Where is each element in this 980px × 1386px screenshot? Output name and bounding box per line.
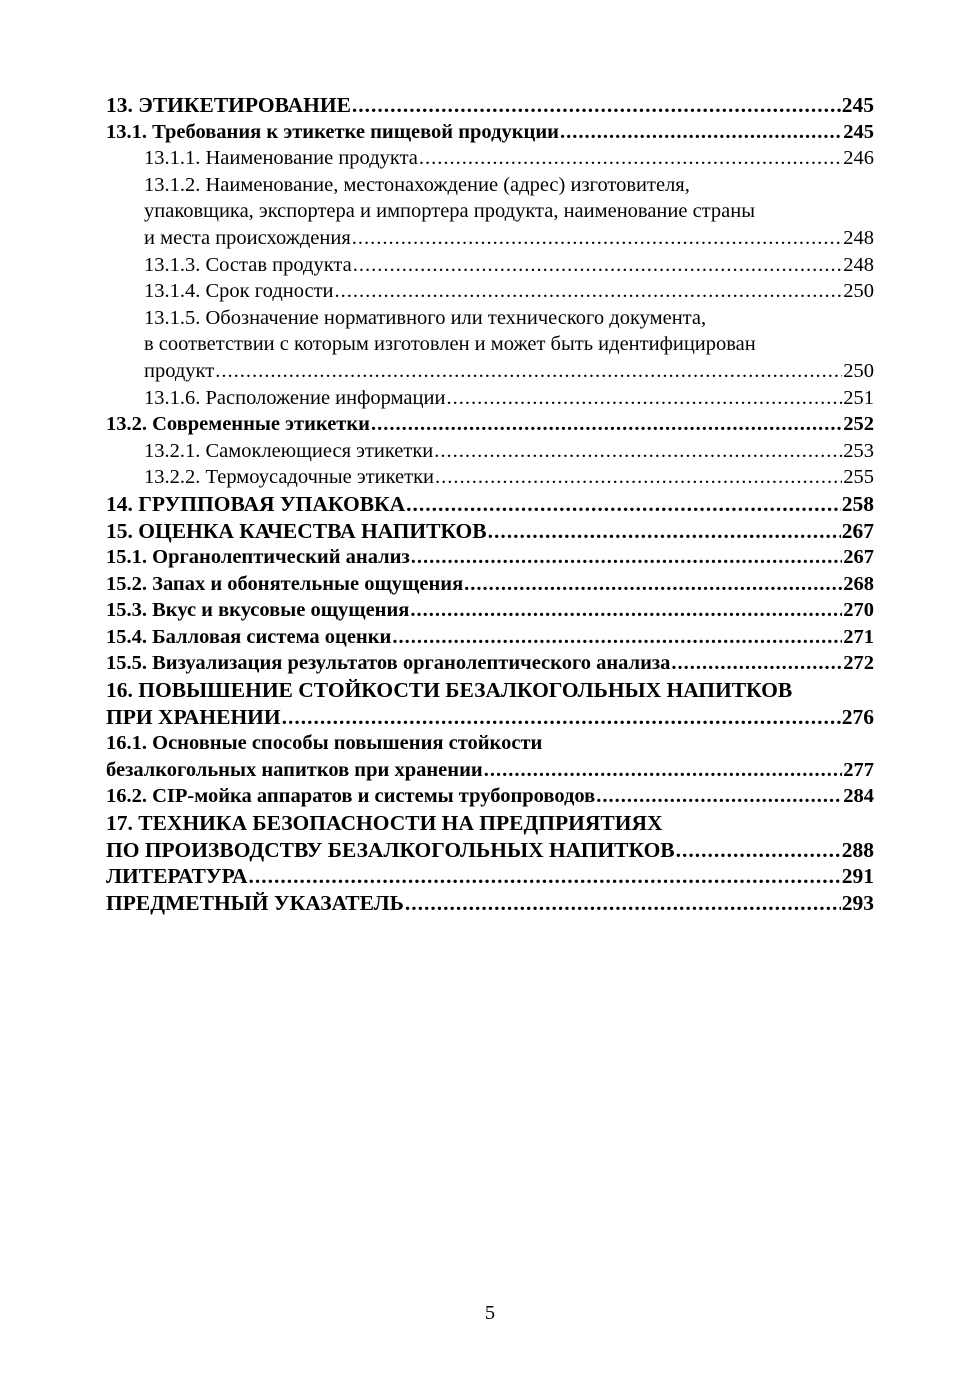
toc-page-number: 251 — [843, 386, 874, 409]
toc-page-number: 246 — [843, 147, 874, 170]
dot-leader — [392, 624, 842, 651]
toc-entry-line — [106, 331, 874, 358]
dot-leader — [371, 411, 842, 438]
toc-entry-line — [106, 571, 874, 598]
toc-page-number: 248 — [843, 226, 874, 249]
toc-entry-title: 13.2.1. Самоклеющиеся этикетки — [144, 439, 434, 462]
toc-entry-title: упаковщика, экспортера и импортера продукта, наименование страны — [144, 200, 755, 223]
dot-leader — [484, 757, 843, 784]
toc-page-number: 250 — [843, 280, 874, 303]
toc-entry-title: 14. ГРУППОВАЯ УПАКОВКА — [106, 491, 406, 516]
toc-entry-line — [106, 225, 874, 252]
toc-page-number: 288 — [841, 837, 874, 862]
toc-entry-line — [106, 837, 874, 864]
dot-leader — [405, 890, 841, 917]
toc-entry-line — [106, 783, 874, 810]
toc-entry-title: 13.2. Современные этикетки — [106, 413, 370, 436]
toc-entry-title: 13.1.2. Наименование, местонахождение (адрес) изготовителя, — [144, 173, 690, 196]
toc-entry-title: 15.5. Визуализация результатов органолептического анализа — [106, 652, 671, 675]
toc-entry-title: в соответствии с которым изготовлен и может быть идентифицирован — [144, 333, 756, 356]
toc-page-number: 245 — [841, 93, 874, 117]
toc-entry-title: 16.2. CIP-мойка аппаратов и системы трубопроводов — [106, 785, 596, 808]
toc-entry-title: ПО ПРОИЗВОДСТВУ БЕЗАЛКОГОЛЬНЫХ НАПИТКОВ — [106, 837, 675, 862]
toc-entry-title: продукт — [144, 359, 215, 382]
toc-page-number: 267 — [843, 546, 874, 569]
toc-page-number: 255 — [843, 466, 874, 489]
dot-leader — [464, 571, 842, 598]
dot-leader — [434, 438, 842, 465]
toc-entry-line — [106, 252, 874, 279]
toc-entry-title: 16.1. Основные способы повышения стойкости — [106, 732, 543, 755]
toc-entry-line — [106, 810, 874, 837]
toc-page-number: 293 — [841, 890, 874, 915]
toc-entry-line — [106, 198, 874, 225]
toc-page-number: 284 — [843, 785, 874, 808]
toc-entry-title: 13.2.2. Термоусадочные этикетки — [144, 466, 435, 489]
dot-leader — [352, 225, 842, 252]
page-number: 5 — [484, 1302, 496, 1324]
toc-entry-title: 15.4. Балловая система оценки — [106, 625, 392, 648]
toc-entry-line — [106, 544, 874, 571]
dot-leader — [215, 358, 842, 385]
toc-entry-line — [106, 597, 874, 624]
dot-leader — [596, 783, 842, 810]
toc-entry-title: 17. ТЕХНИКА БЕЗОПАСНОСТИ НА ПРЕДПРИЯТИЯХ — [106, 811, 663, 836]
toc-entry-line — [106, 624, 874, 651]
toc-entry-title: 15.1. Органолептический анализ — [106, 546, 410, 569]
toc-entry-line — [106, 757, 874, 784]
dot-leader — [488, 518, 841, 545]
toc-entry-line — [106, 278, 874, 305]
dot-leader — [671, 650, 842, 677]
toc-page-number: 267 — [841, 518, 874, 543]
toc-entry-title: 15.2. Запах и обонятельные ощущения — [106, 572, 464, 595]
dot-leader — [406, 491, 841, 518]
toc-page-number: 248 — [843, 253, 874, 276]
toc-entry-title: 13.1. Требования к этикетке пищевой продукции — [106, 120, 559, 143]
dot-leader — [676, 837, 841, 864]
toc-entry-line — [106, 172, 874, 199]
toc-page-number: 245 — [843, 120, 874, 143]
toc-entry-title: 16. ПОВЫШЕНИЕ СТОЙКОСТИ БЕЗАЛКОГОЛЬНЫХ НАПИТКОВ — [106, 678, 793, 703]
toc-entry-title: безалкогольных напитков при хранении — [106, 758, 483, 781]
toc-entry-line — [106, 677, 874, 704]
toc-entry-line — [106, 464, 874, 491]
toc-entry-line — [106, 518, 874, 545]
toc-page-number: 272 — [843, 652, 874, 675]
toc-page-number: 291 — [841, 864, 874, 889]
dot-leader — [248, 863, 840, 890]
toc-entry-line — [106, 730, 874, 757]
toc-entry-line — [106, 438, 874, 465]
toc-entry-title: 15. ОЦЕНКА КАЧЕСТВА НАПИТКОВ — [106, 518, 487, 543]
toc-page-number: 268 — [843, 572, 874, 595]
toc-entry-title: 13.1.4. Срок годности — [144, 280, 334, 303]
toc-entry-line — [106, 358, 874, 385]
toc-entry-line — [106, 305, 874, 332]
dot-leader — [560, 119, 842, 146]
toc-entry-title: ПРЕДМЕТНЫЙ УКАЗАТЕЛЬ — [106, 890, 404, 915]
dot-leader — [419, 145, 842, 172]
toc-entry-title: 13.1.3. Состав продукта — [144, 253, 352, 276]
toc-entry-line — [106, 385, 874, 412]
toc-entry-line — [106, 704, 874, 731]
toc-page-number: 258 — [841, 491, 874, 516]
toc-page-number: 250 — [843, 359, 874, 382]
dot-leader — [435, 464, 842, 491]
toc-page-number: 277 — [843, 758, 874, 781]
toc-entry-title: 13.1.1. Наименование продукта — [144, 147, 418, 170]
toc-entry-line — [106, 863, 874, 890]
toc-page-number: 252 — [843, 413, 874, 436]
toc-page-number: 276 — [841, 704, 874, 729]
table-of-contents — [106, 92, 874, 916]
toc-entry-line — [106, 650, 874, 677]
toc-entry-line — [106, 411, 874, 438]
dot-leader — [410, 597, 842, 624]
dot-leader — [353, 252, 843, 279]
toc-entry-line — [106, 145, 874, 172]
dot-leader — [352, 92, 841, 119]
toc-entry-line — [106, 119, 874, 146]
toc-entry-line — [106, 92, 874, 119]
toc-entry-title: 13.1.6. Расположение информации — [144, 386, 446, 409]
toc-entry-title: 13. ЭТИКЕТИРОВАНИЕ — [106, 93, 351, 117]
toc-entry-title: 13.1.5. Обозначение нормативного или технического документа, — [144, 306, 707, 329]
toc-entry-title: ЛИТЕРАТУРА — [106, 864, 248, 889]
toc-entry-line — [106, 890, 874, 917]
dot-leader — [282, 704, 841, 731]
toc-page-number: 253 — [843, 439, 874, 462]
toc-entry-title: и места происхождения — [144, 226, 351, 249]
dot-leader — [335, 278, 843, 305]
toc-page-number: 270 — [843, 599, 874, 622]
toc-entry-title: 15.3. Вкус и вкусовые ощущения — [106, 599, 410, 622]
dot-leader — [446, 385, 842, 412]
toc-page-number: 271 — [843, 625, 874, 648]
toc-entry-line — [106, 491, 874, 518]
dot-leader — [411, 544, 843, 571]
toc-entry-title: ПРИ ХРАНЕНИИ — [106, 704, 281, 729]
